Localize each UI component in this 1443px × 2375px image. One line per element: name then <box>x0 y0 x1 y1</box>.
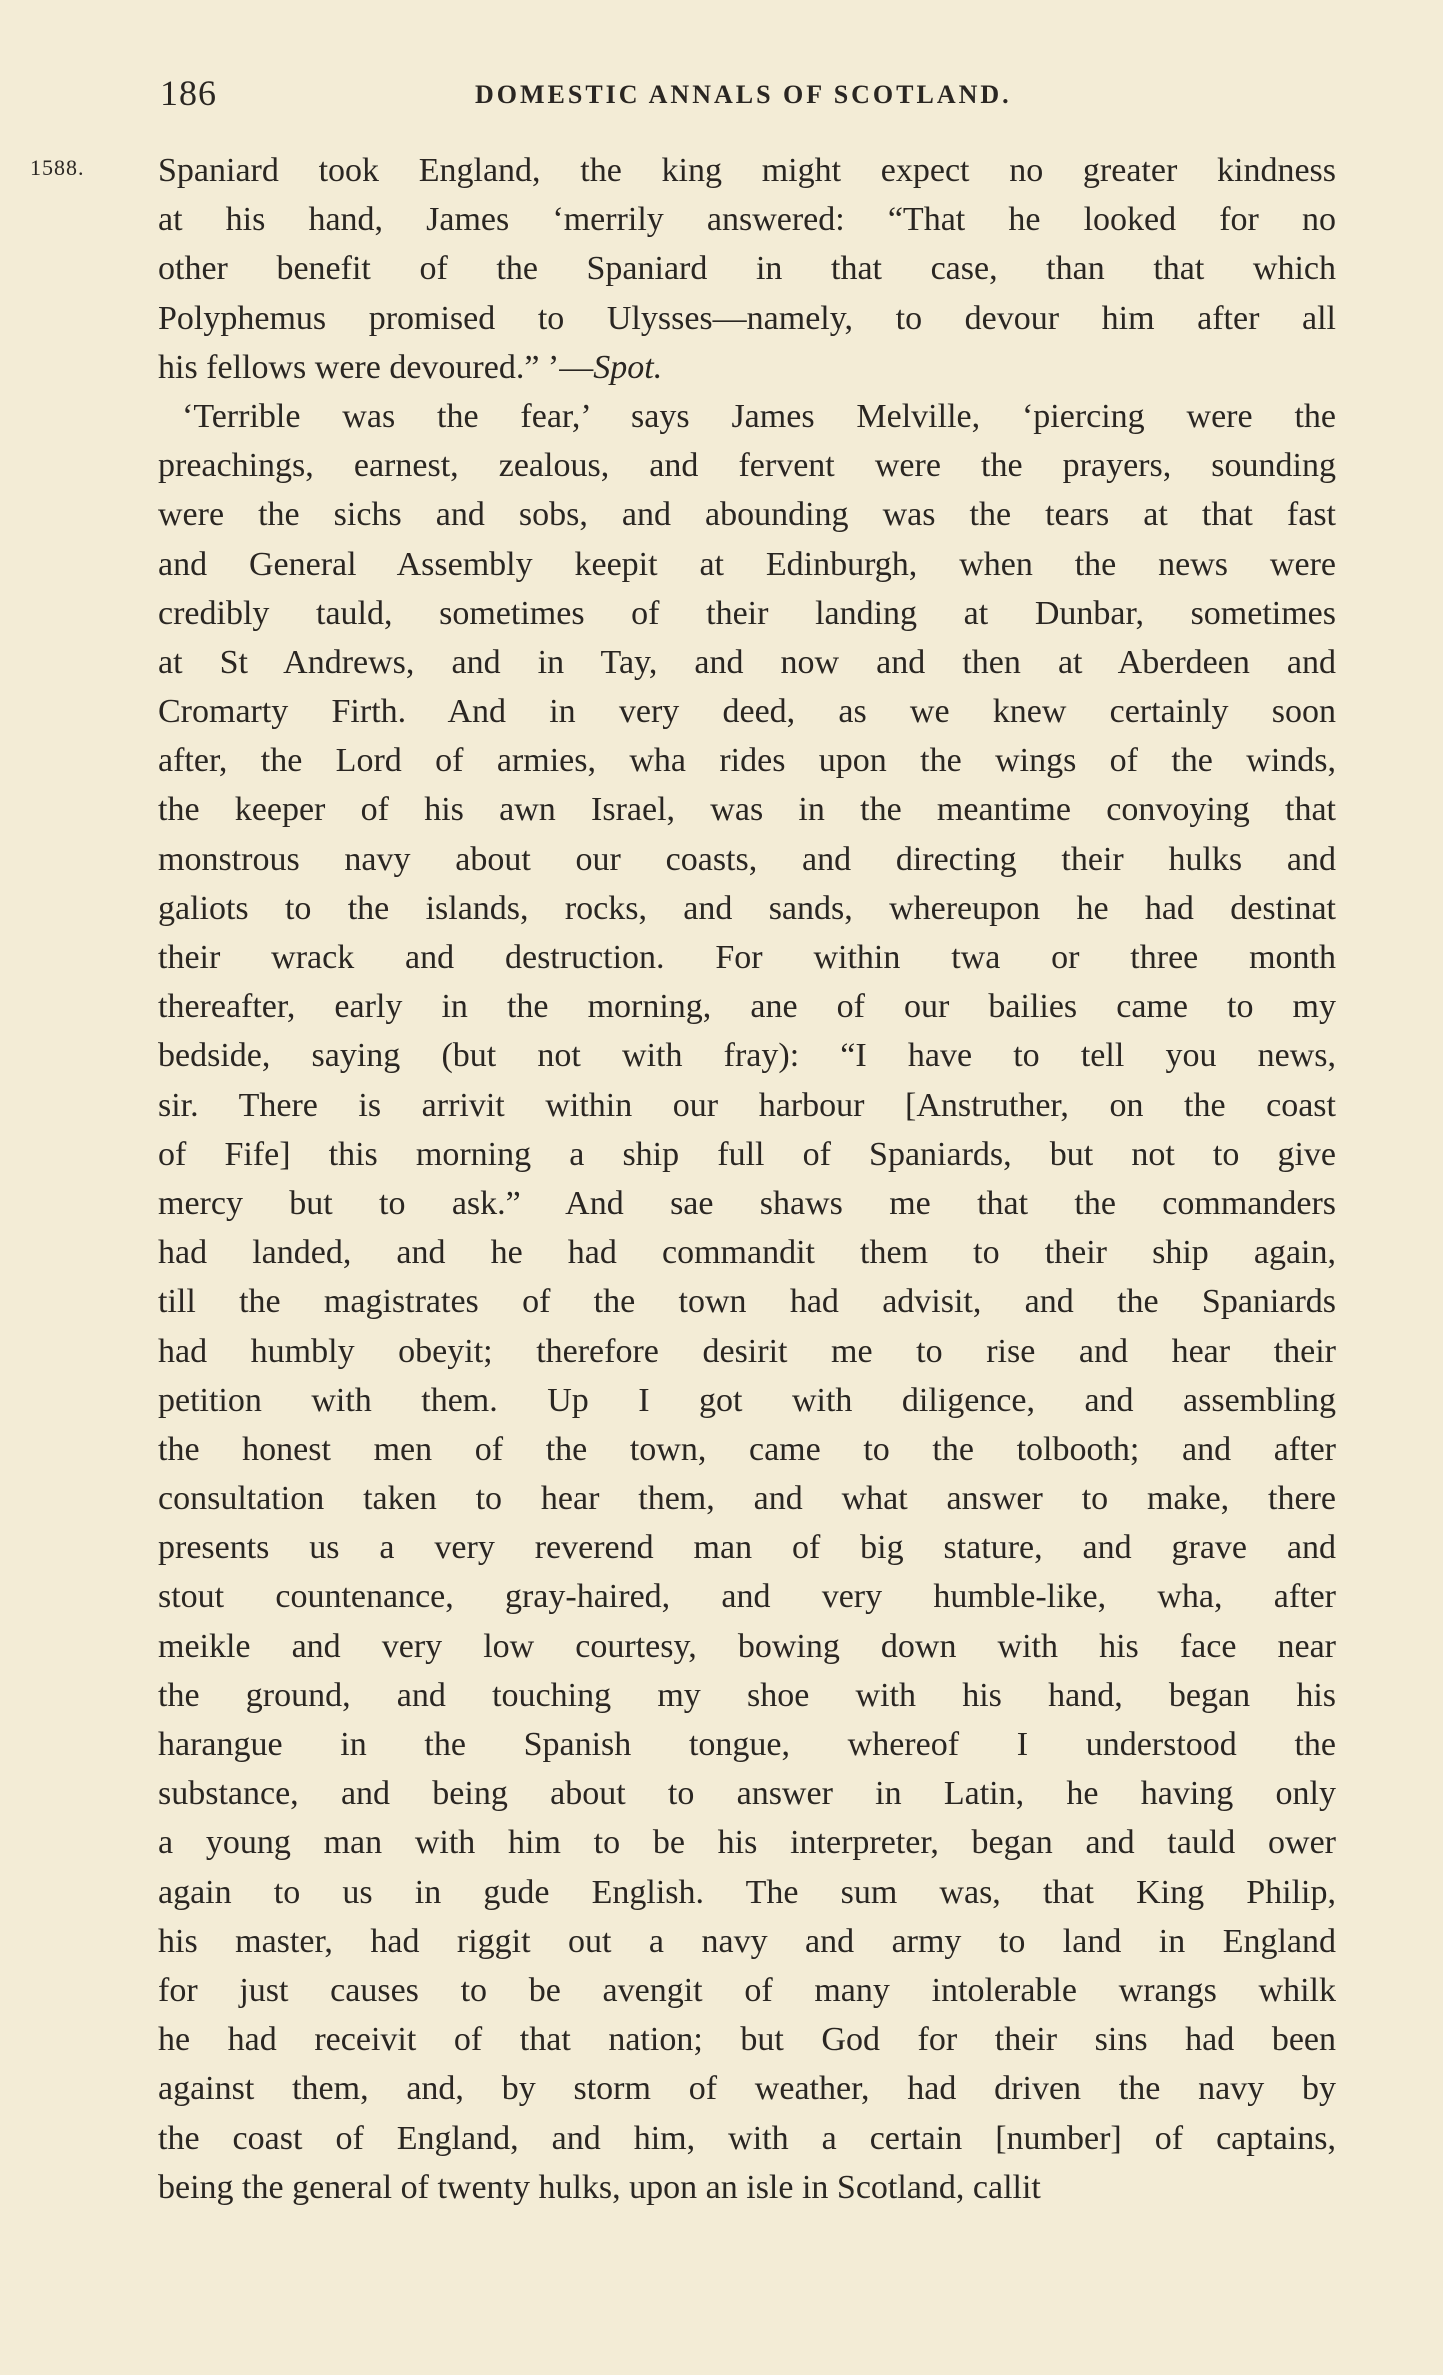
text-line: his fellows were devoured.” ’—Spot. <box>158 348 663 386</box>
body-text <box>158 146 1336 2212</box>
text-line: had humbly obeyit; therefore desirit me to rise and hear their <box>158 1332 1336 1370</box>
text-line: presents us a very reverend man of big stature, and grave and <box>158 1529 1336 1567</box>
text-line: he had receivit of that nation; but God for their sins had been <box>158 2021 1336 2059</box>
page-header <box>160 72 1335 122</box>
text-line: credibly tauld, sometimes of their landing at Dunbar, sometimes <box>158 594 1336 632</box>
text-line: thereafter, early in the morning, ane of our bailies came to my <box>158 988 1336 1026</box>
text-line: monstrous navy about our coasts, and directing their hulks and <box>158 840 1336 878</box>
text-line: the honest men of the town, came to the tolbooth; and after <box>158 1430 1336 1468</box>
text-line: substance, and being about to answer in Latin, he having only <box>158 1775 1336 1813</box>
text-line: Cromarty Firth. And in very deed, as we knew certainly soon <box>158 693 1336 731</box>
text-line: Spaniard took England, the king might expect no greater kindness <box>158 152 1336 189</box>
text-line: galiots to the islands, rocks, and sands, whereupon he had destinat <box>158 889 1336 927</box>
text-line: being the general of twenty hulks, upon an isle in Scotland, callit <box>158 2168 1041 2206</box>
text-line: at his hand, James ‘merrily answered: “That he looked for no <box>158 201 1336 239</box>
margin-year: 1588. <box>30 155 85 180</box>
text-line: till the magistrates of the town had advisit, and the Spaniards <box>158 1283 1336 1321</box>
text-line: bedside, saying (but not with fray): “I have to tell you news, <box>158 1037 1336 1075</box>
text-line: preachings, earnest, zealous, and fervent were the prayers, sounding <box>158 447 1336 485</box>
text-line: and General Assembly keepit at Edinburgh, when the news were <box>158 545 1336 583</box>
text-line: mercy but to ask.” And sae shaws me that the commanders <box>158 1184 1336 1222</box>
text-line: other benefit of the Spaniard in that case, than that which <box>158 250 1336 288</box>
text-line: the coast of England, and him, with a certain [number] of captains, <box>158 2119 1336 2157</box>
text-line: ‘Terrible was the fear,’ says James Melville, ‘piercing were the <box>182 397 1336 435</box>
running-head: DOMESTIC ANNALS OF SCOTLAND. <box>475 80 1012 109</box>
text-line: a young man with him to be his interpreter, began and tauld ower <box>158 1824 1336 1862</box>
page-number: 186 <box>160 73 217 113</box>
text-line: stout countenance, gray-haired, and very humble-like, wha, after <box>158 1578 1336 1616</box>
text-line: after, the Lord of armies, wha rides upon the wings of the winds, <box>158 742 1336 780</box>
text-line: had landed, and he had commandit them to their ship again, <box>158 1234 1336 1272</box>
paragraph <box>158 392 1336 2212</box>
text-line: were the sichs and sobs, and abounding was the tears at that fast <box>158 496 1336 534</box>
source-attribution: Spot. <box>593 348 663 386</box>
text-line: meikle and very low courtesy, bowing down with his face near <box>158 1627 1336 1665</box>
text-line: for just causes to be avengit of many intolerable wrangs whilk <box>158 1971 1336 2009</box>
text-line: the ground, and touching my shoe with his hand, began his <box>158 1676 1336 1714</box>
text-line: sir. There is arrivit within our harbour [Anstruther, on the coast <box>158 1086 1336 1124</box>
text-line: petition with them. Up I got with diligence, and assembling <box>158 1381 1336 1419</box>
text-line: again to us in gude English. The sum was, that King Philip, <box>158 1873 1336 1911</box>
text-line: of Fife] this morning a ship full of Spaniards, but not to give <box>158 1135 1336 1173</box>
text-line: his master, had riggit out a navy and army to land in England <box>158 1922 1336 1960</box>
text-line: against them, and, by storm of weather, had driven the navy by <box>158 2070 1336 2108</box>
text-line: the keeper of his awn Israel, was in the meantime convoying that <box>158 791 1336 829</box>
text-line: their wrack and destruction. For within twa or three month <box>158 939 1336 976</box>
paragraph <box>158 146 1336 392</box>
text-line: Polyphemus promised to Ulysses—namely, to devour him after all <box>158 299 1336 337</box>
text-line: consultation taken to hear them, and what answer to make, there <box>158 1480 1336 1518</box>
text-line: at St Andrews, and in Tay, and now and then at Aberdeen and <box>158 643 1336 681</box>
text-line: harangue in the Spanish tongue, whereof I understood the <box>158 1726 1336 1763</box>
